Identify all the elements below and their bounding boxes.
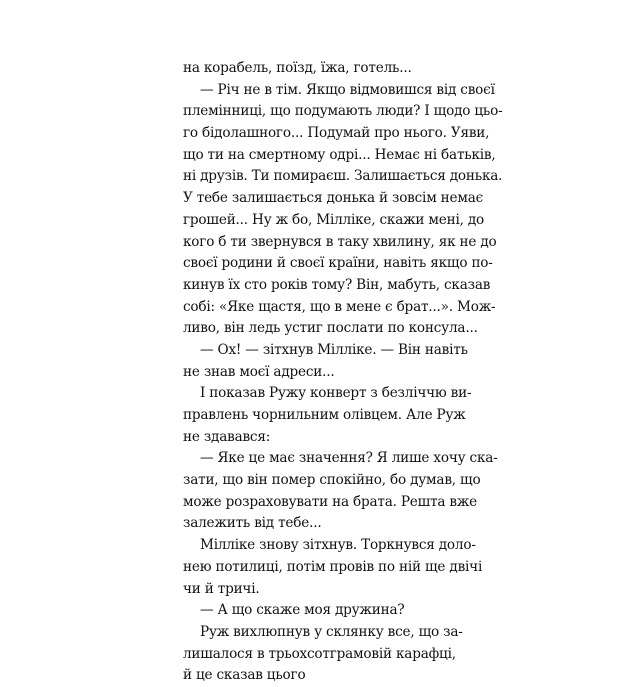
text-line: ливо, він ледь устиг послати по консула... xyxy=(183,320,478,337)
text-line: — А що скаже моя дружина? xyxy=(200,602,405,619)
text-line: може розраховувати на брата. Решта вже xyxy=(183,493,478,510)
text-line: У тебе залишається донька й зовсім немає xyxy=(183,190,484,207)
text-line: своєї родини й своєї країни, навіть якщо по- xyxy=(183,255,493,272)
text-line: ні друзів. Ти помираєш. Залишається донька. xyxy=(183,168,503,185)
text-line: не знав моєї адреси... xyxy=(183,363,335,380)
text-line: го бідолашного... Подумай про нього. Уяви, xyxy=(183,125,490,142)
text-line: не здавався: xyxy=(183,428,271,445)
text-line: зати, що він помер спокійно, бо думав, що xyxy=(183,472,481,489)
text-line: собі: «Яке щастя, що в мене є брат...». Мож- xyxy=(183,298,496,315)
text-line: І показав Ружу конверт з безліччю ви- xyxy=(200,385,472,402)
text-line: — Яке це має значення? Я лише хочу ска- xyxy=(200,450,498,467)
text-line: нею потилиці, потім провів по ній ще двічі xyxy=(183,558,483,575)
text-line: грошей... Ну ж бо, Мілліке, скажи мені, до xyxy=(183,211,485,228)
text-line: на корабель, поїзд, їжа, готель... xyxy=(183,60,412,76)
text-line: Мілліке знову зітхнув. Торкнувся доло- xyxy=(200,537,476,554)
text-line: чи й тричі. xyxy=(183,580,260,597)
text-line: лишалося в трьохсотграмовій карафці, xyxy=(183,645,456,662)
text-line: й це сказав цього xyxy=(183,667,306,684)
text-line: кинув їх сто років тому? Він, мабуть, сказав xyxy=(183,276,491,293)
text-line: кого б ти звернувся в таку хвилину, як не до xyxy=(183,233,497,250)
text-line: правлень чорнильним олівцем. Але Руж xyxy=(183,407,466,423)
text-line: Руж вихлюпнув у склянку все, що за- xyxy=(200,623,463,640)
text-line: що ти на смертному одрі... Немає ні батьків, xyxy=(183,146,496,163)
text-line: залежить від тебе... xyxy=(183,515,322,532)
text-line: — Річ не в тім. Якщо відмовишся від своєї xyxy=(200,81,495,98)
page-text-column xyxy=(183,58,503,684)
text-line: племінниці, що подумають люди? І щодо цьо- xyxy=(183,103,503,120)
text-line: — Ох! — зітхнув Мілліке. — Він навіть xyxy=(200,341,468,358)
